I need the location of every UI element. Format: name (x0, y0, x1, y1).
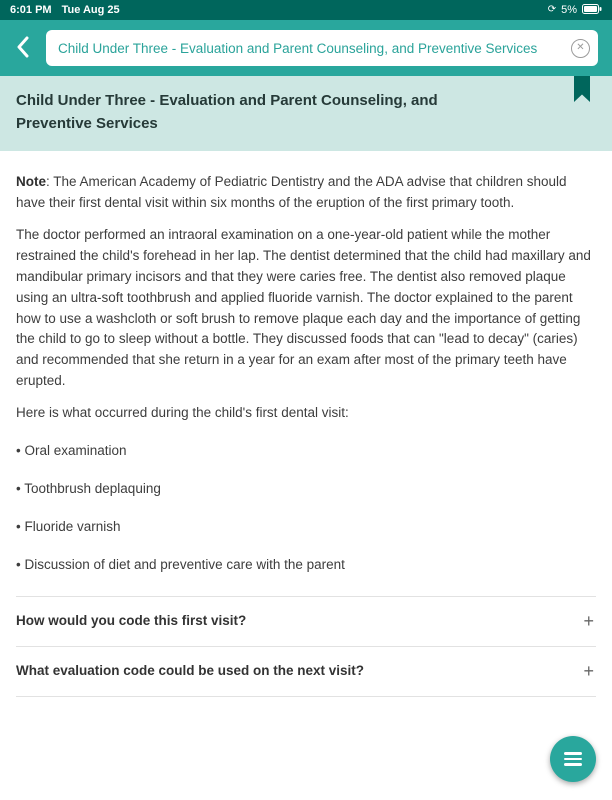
plus-icon[interactable]: + (583, 611, 594, 632)
nav-bar (0, 20, 612, 76)
battery-percent: 5% (561, 4, 577, 16)
article-content (0, 151, 612, 697)
status-bar (0, 0, 612, 20)
note-label: Note (16, 174, 46, 189)
page-title: Child Under Three - Evaluation and Parent Counseling, and Preventive Services (16, 92, 438, 132)
accordion-label: How would you code this first visit? (16, 612, 247, 628)
status-time: 6:01 PM (10, 4, 52, 16)
search-value: Child Under Three - Evaluation and Parent Counseling, and Preventive Services (58, 40, 538, 56)
plus-icon[interactable]: + (583, 661, 594, 682)
bookmark-icon[interactable] (574, 76, 590, 107)
list-item: • Toothbrush deplaquing (16, 481, 161, 497)
note-text: : The American Academy of Pediatric Dentistry and the ADA advise that children should have their first dental visit within six months of the eruption of the first primary tooth. (16, 174, 567, 210)
clear-search-icon[interactable]: ✕ (571, 39, 590, 58)
accordion-label: What evaluation code could be used on the next visit? (16, 662, 365, 678)
status-left (10, 4, 120, 16)
rotation-lock-icon: ⟳ (547, 4, 557, 15)
note-paragraph (16, 172, 596, 214)
list-item: • Oral examination (16, 443, 127, 459)
back-button[interactable] (8, 30, 38, 66)
list-intro: Here is what occurred during the child's first dental visit: (16, 405, 349, 421)
accordion-list (16, 596, 596, 697)
list-item: • Discussion of diet and preventive care with the parent (16, 556, 345, 572)
accordion-item-next-visit[interactable] (16, 647, 596, 697)
search-input[interactable] (46, 30, 598, 66)
hamburger-icon (564, 752, 582, 755)
title-banner (0, 76, 612, 151)
menu-fab-button[interactable] (550, 736, 596, 782)
battery-icon (582, 4, 602, 17)
accordion-item-first-visit[interactable] (16, 597, 596, 647)
chevron-left-icon (16, 36, 30, 61)
body-paragraph: The doctor performed an intraoral examination on a one-year-old patient while the mother restrained the child's forehead in her lap. The dentist determined that the child had maxillary and mandibular primary incisors and that they were caries free. The dentist also removed plaque using an ultra-soft toothbrush and applied fluoride varnish. The doctor explained to the parent how to use a washcloth or soft brush to remove plaque each day and the importance of getting the child to go to sleep without a bottle. They discussed foods that can "lead to decay" (caries) and recommended that she return in a year for an exam after most of the primary teeth have erupted. (16, 226, 591, 389)
status-right (548, 4, 602, 17)
list-item: • Fluoride varnish (16, 518, 121, 534)
status-date: Tue Aug 25 (61, 4, 120, 16)
